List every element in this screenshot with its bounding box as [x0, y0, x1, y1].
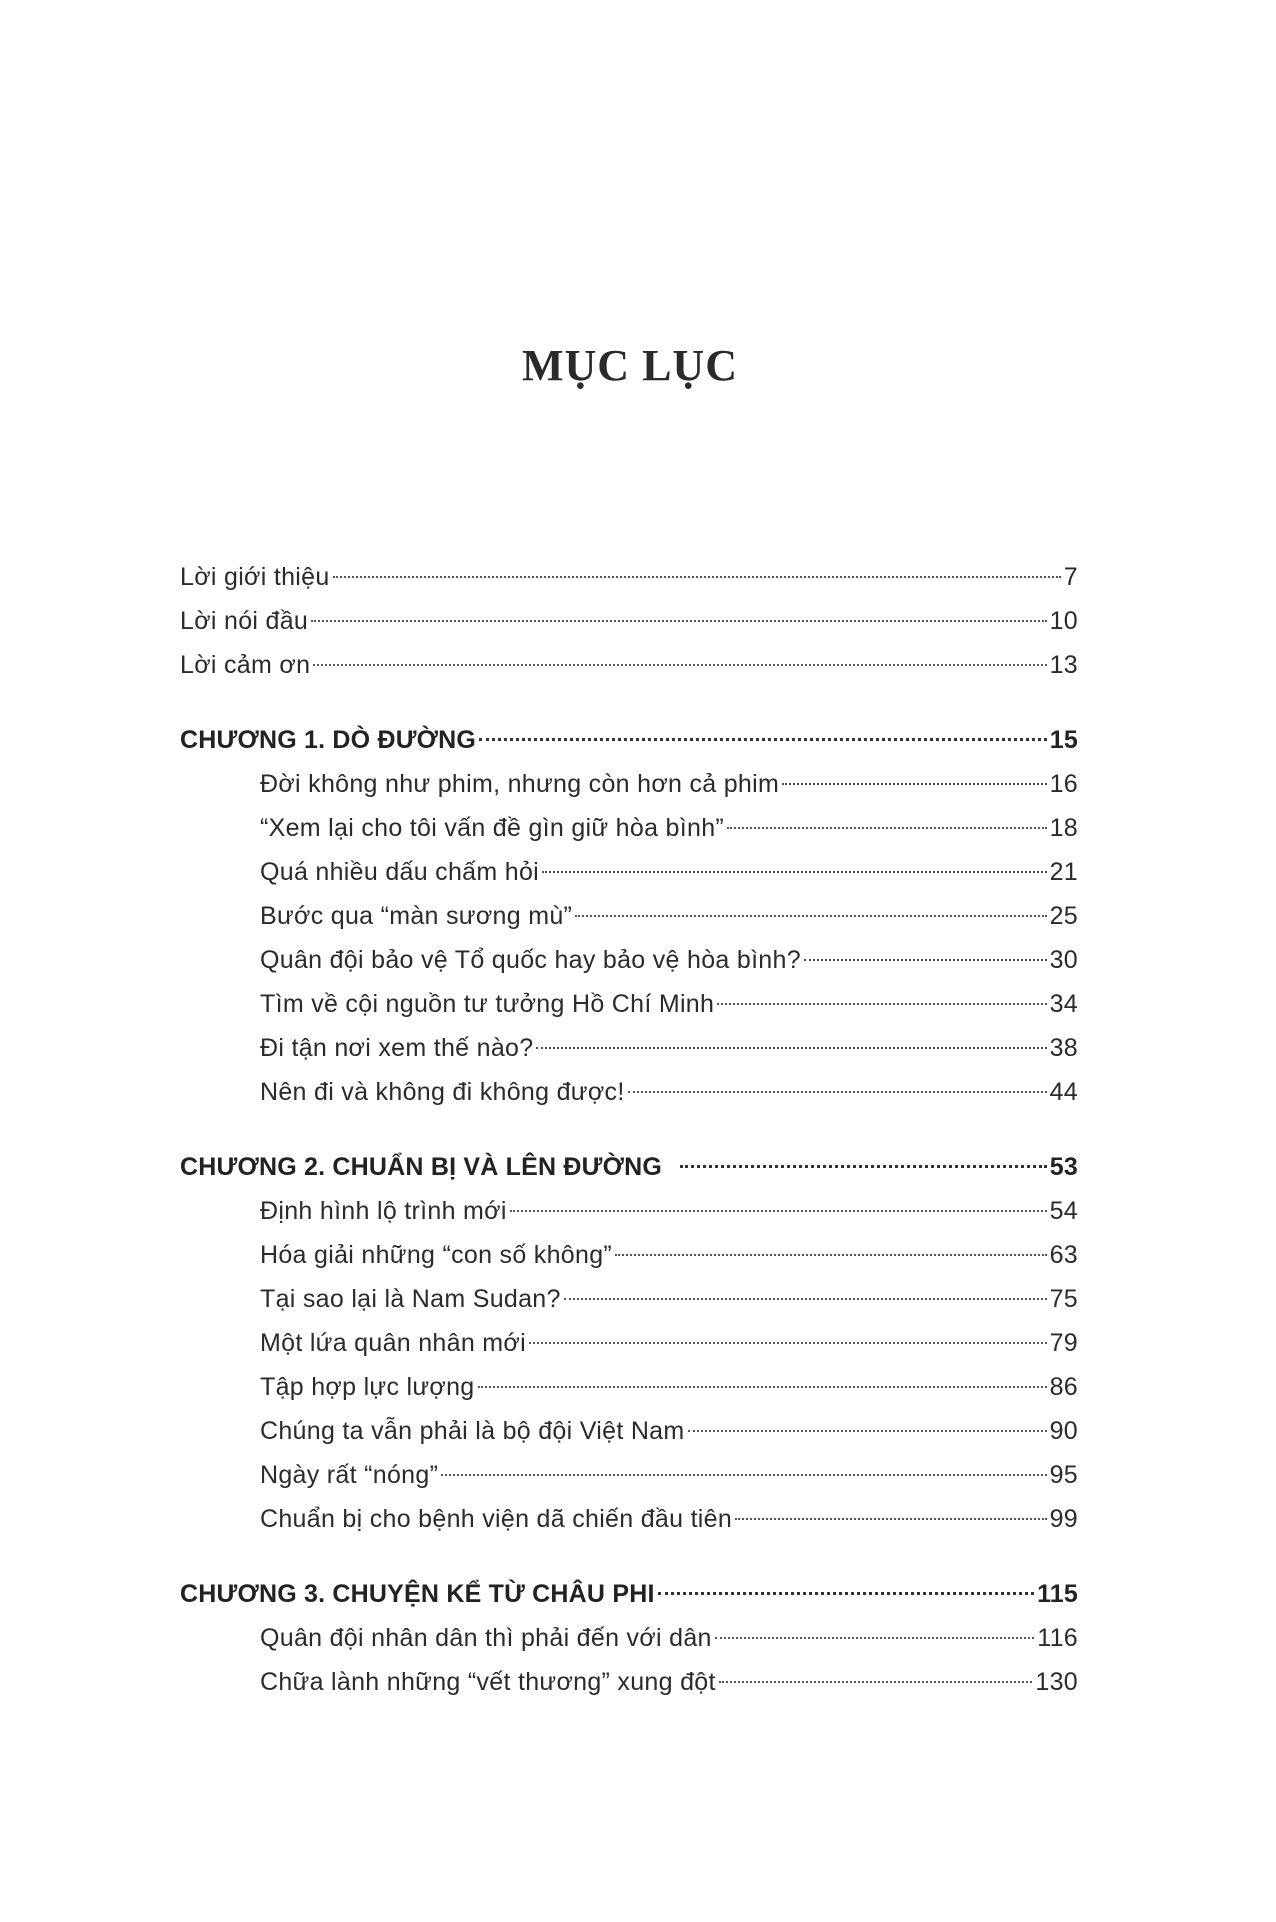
toc-entry-title: Tìm về cội nguồn tư tưởng Hồ Chí Minh	[260, 990, 715, 1018]
dot-leader	[658, 1592, 1034, 1595]
toc-entry	[180, 1409, 1078, 1453]
toc-entry-page: 44	[1049, 1078, 1078, 1106]
toc-entry	[180, 1189, 1078, 1233]
toc-entry	[180, 555, 1078, 599]
toc-entry	[180, 1277, 1078, 1321]
dot-leader	[615, 1254, 1047, 1256]
toc-entry	[180, 806, 1078, 850]
dot-leader	[628, 1091, 1047, 1093]
toc-entry-page: 54	[1049, 1197, 1078, 1225]
toc-entry-title: Lời nói đầu	[180, 607, 309, 635]
toc-entry-page: 16	[1049, 770, 1078, 798]
dot-leader	[717, 1003, 1046, 1005]
toc-entry-page: 13	[1049, 651, 1078, 679]
chapter-heading	[180, 1145, 1078, 1189]
dot-leader	[333, 576, 1061, 578]
table-of-contents	[180, 555, 1078, 1735]
toc-entry	[180, 599, 1078, 643]
dot-leader	[735, 1518, 1047, 1520]
dot-leader	[536, 1047, 1046, 1049]
dot-leader	[542, 871, 1047, 873]
dot-leader	[680, 1165, 1047, 1168]
chapter-title: CHƯƠNG 1. DÒ ĐƯỜNG	[180, 726, 477, 754]
dot-leader	[441, 1474, 1046, 1476]
toc-entry-title: “Xem lại cho tôi vấn đề gìn giữ hòa bình”	[260, 814, 725, 842]
toc-entry-title: Quân đội bảo vệ Tổ quốc hay bảo vệ hòa bình?	[260, 946, 801, 974]
toc-entry-title: Chúng ta vẫn phải là bộ đội Việt Nam	[260, 1417, 685, 1445]
toc-entry-title: Quân đội nhân dân thì phải đến với dân	[260, 1624, 712, 1652]
toc-entry-page: 18	[1049, 814, 1078, 842]
toc-entry-page: 25	[1049, 902, 1078, 930]
toc-entry	[180, 850, 1078, 894]
chapter-3	[180, 1572, 1078, 1704]
toc-entry-title: Lời giới thiệu	[180, 563, 330, 591]
chapter-heading	[180, 1572, 1078, 1616]
toc-entry-page: 63	[1049, 1241, 1078, 1269]
toc-entry-title: Đời không như phim, nhưng còn hơn cả phim	[260, 770, 780, 798]
chapter-page: 115	[1037, 1580, 1078, 1608]
chapter-2	[180, 1145, 1078, 1541]
dot-leader	[510, 1210, 1047, 1212]
toc-entry-page: 86	[1049, 1373, 1078, 1401]
toc-entry-page: 90	[1049, 1417, 1078, 1445]
dot-leader	[564, 1298, 1047, 1300]
toc-entry	[180, 894, 1078, 938]
toc-entry-page: 7	[1063, 563, 1078, 591]
toc-entry	[180, 1070, 1078, 1114]
toc-entry	[180, 1453, 1078, 1497]
toc-entry	[180, 982, 1078, 1026]
toc-entry-title: Quá nhiều dấu chấm hỏi	[260, 858, 540, 886]
dot-leader	[727, 827, 1047, 829]
front-matter	[180, 555, 1078, 687]
dot-leader	[479, 738, 1047, 741]
toc-entry-title: Một lứa quân nhân mới	[260, 1329, 526, 1357]
toc-entry-title: Chữa lành những “vết thương” xung đột	[260, 1668, 716, 1696]
toc-entry-page: 30	[1049, 946, 1078, 974]
dot-leader	[782, 783, 1046, 785]
dot-leader	[478, 1386, 1047, 1388]
dot-leader	[311, 620, 1046, 622]
toc-entry-title: Nên đi và không đi không được!	[260, 1078, 625, 1106]
page-title: MỤC LỤC	[522, 341, 738, 390]
toc-entry-page: 79	[1049, 1329, 1078, 1357]
toc-entry-page: 99	[1049, 1505, 1078, 1533]
dot-leader	[529, 1342, 1047, 1344]
toc-entry	[180, 1321, 1078, 1365]
toc-entry-page: 38	[1049, 1034, 1078, 1062]
chapter-page: 53	[1049, 1153, 1078, 1181]
toc-entry-title: Đi tận nơi xem thế nào?	[260, 1034, 534, 1062]
dot-leader	[719, 1681, 1033, 1683]
toc-entry-page: 21	[1049, 858, 1078, 886]
dot-leader	[688, 1430, 1047, 1432]
toc-entry-title: Tại sao lại là Nam Sudan?	[260, 1285, 561, 1313]
toc-entry	[180, 1497, 1078, 1541]
toc-entry-title: Định hình lộ trình mới	[260, 1197, 507, 1225]
toc-entry-title: Ngày rất “nóng”	[260, 1461, 439, 1489]
dot-leader	[575, 915, 1046, 917]
toc-entry-page: 34	[1049, 990, 1078, 1018]
dot-leader	[313, 664, 1046, 666]
toc-entry-title: Tập hợp lực lượng	[260, 1373, 475, 1401]
dot-leader	[804, 959, 1047, 961]
chapter-page: 15	[1049, 726, 1078, 754]
toc-entry-page: 10	[1049, 607, 1078, 635]
toc-entry-title: Hóa giải những “con số không”	[260, 1241, 613, 1269]
chapter-title: CHƯƠNG 3. CHUYỆN KỂ TỪ CHÂU PHI	[180, 1580, 655, 1608]
chapter-1	[180, 718, 1078, 1114]
toc-entry-title: Chuẩn bị cho bệnh viện dã chiến đầu tiên	[260, 1505, 733, 1533]
toc-entry-page: 95	[1049, 1461, 1078, 1489]
toc-entry-page: 130	[1035, 1668, 1078, 1696]
toc-entry	[180, 1026, 1078, 1070]
dot-leader	[715, 1637, 1034, 1639]
toc-entry	[180, 1365, 1078, 1409]
toc-entry	[180, 1660, 1078, 1704]
toc-entry	[180, 1233, 1078, 1277]
toc-entry-title: Lời cảm ơn	[180, 651, 311, 679]
toc-entry	[180, 1616, 1078, 1660]
toc-entry	[180, 762, 1078, 806]
toc-entry	[180, 643, 1078, 687]
toc-entry-page: 75	[1049, 1285, 1078, 1313]
toc-entry	[180, 938, 1078, 982]
chapter-heading	[180, 718, 1078, 762]
toc-entry-page: 116	[1037, 1624, 1078, 1652]
toc-entry-title: Bước qua “màn sương mù”	[260, 902, 573, 930]
chapter-title: CHƯƠNG 2. CHUẨN BỊ VÀ LÊN ĐƯỜNG	[180, 1153, 663, 1181]
